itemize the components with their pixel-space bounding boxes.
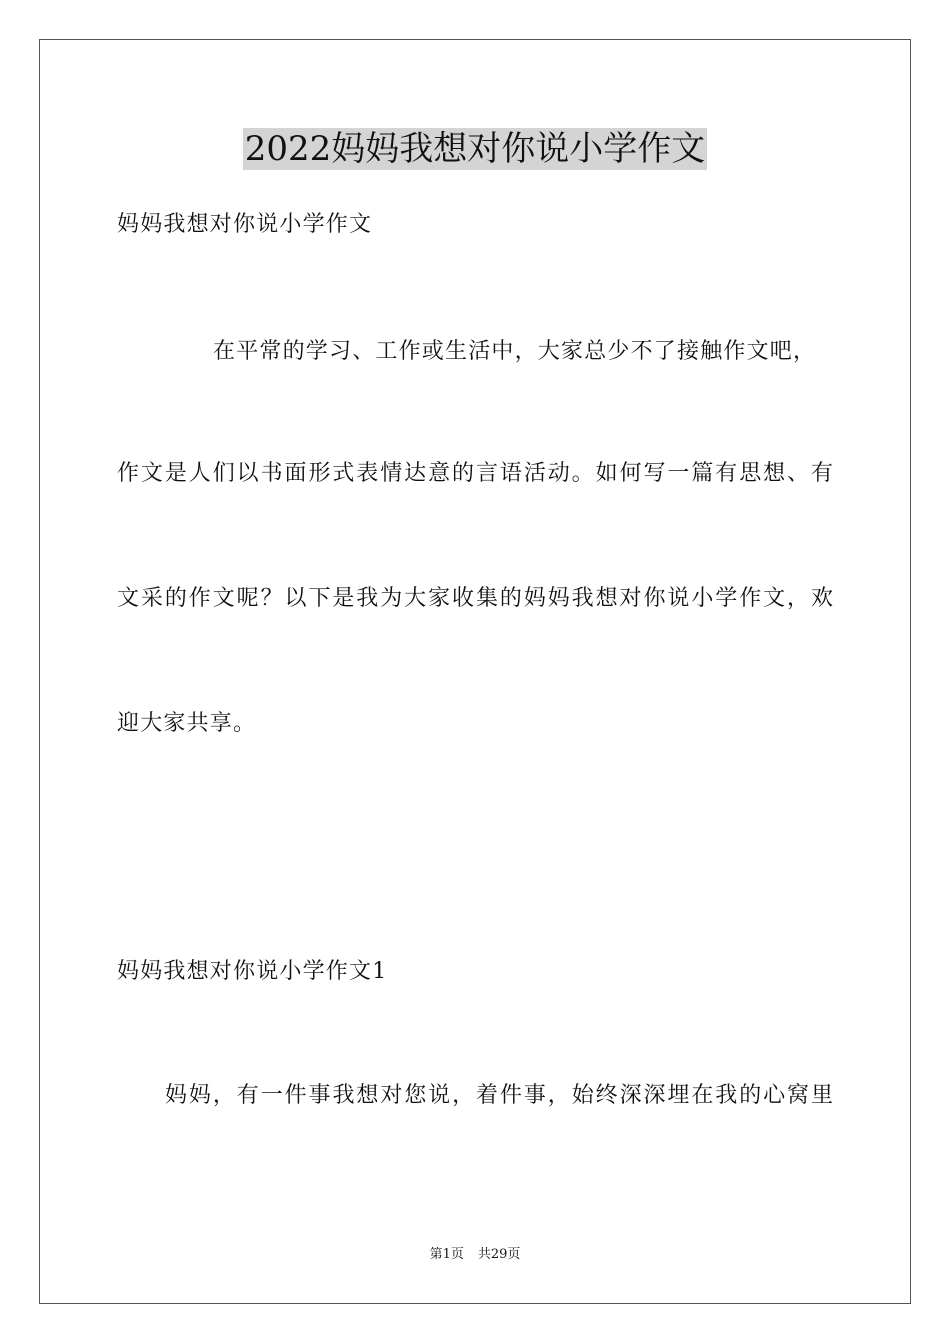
intro-paragraph-line-3: 文采的作文呢？以下是我为大家收集的妈妈我想对你说小学作文，欢 [117,586,833,611]
page-number: 第1页 [429,1247,464,1262]
page-total: 共29页 [477,1247,521,1262]
section-heading: 妈妈我想对你说小学作文1 [117,959,388,984]
intro-paragraph-line-1: 在平常的学习、工作或生活中，大家总少不了接触作文吧， [213,339,817,364]
section-paragraph-line-1: 妈妈，有一件事我想对您说，着件事，始终深深埋在我的心窝里 [165,1083,833,1108]
title-container [0,128,950,170]
document-title: 2022妈妈我想对你说小学作文 [244,129,706,169]
document-subtitle: 妈妈我想对你说小学作文 [117,212,373,237]
page-footer [0,1246,950,1264]
intro-paragraph-line-4: 迎大家共享。 [117,711,257,736]
intro-paragraph-line-2: 作文是人们以书面形式表情达意的言语活动。如何写一篇有思想、有 [117,461,833,486]
